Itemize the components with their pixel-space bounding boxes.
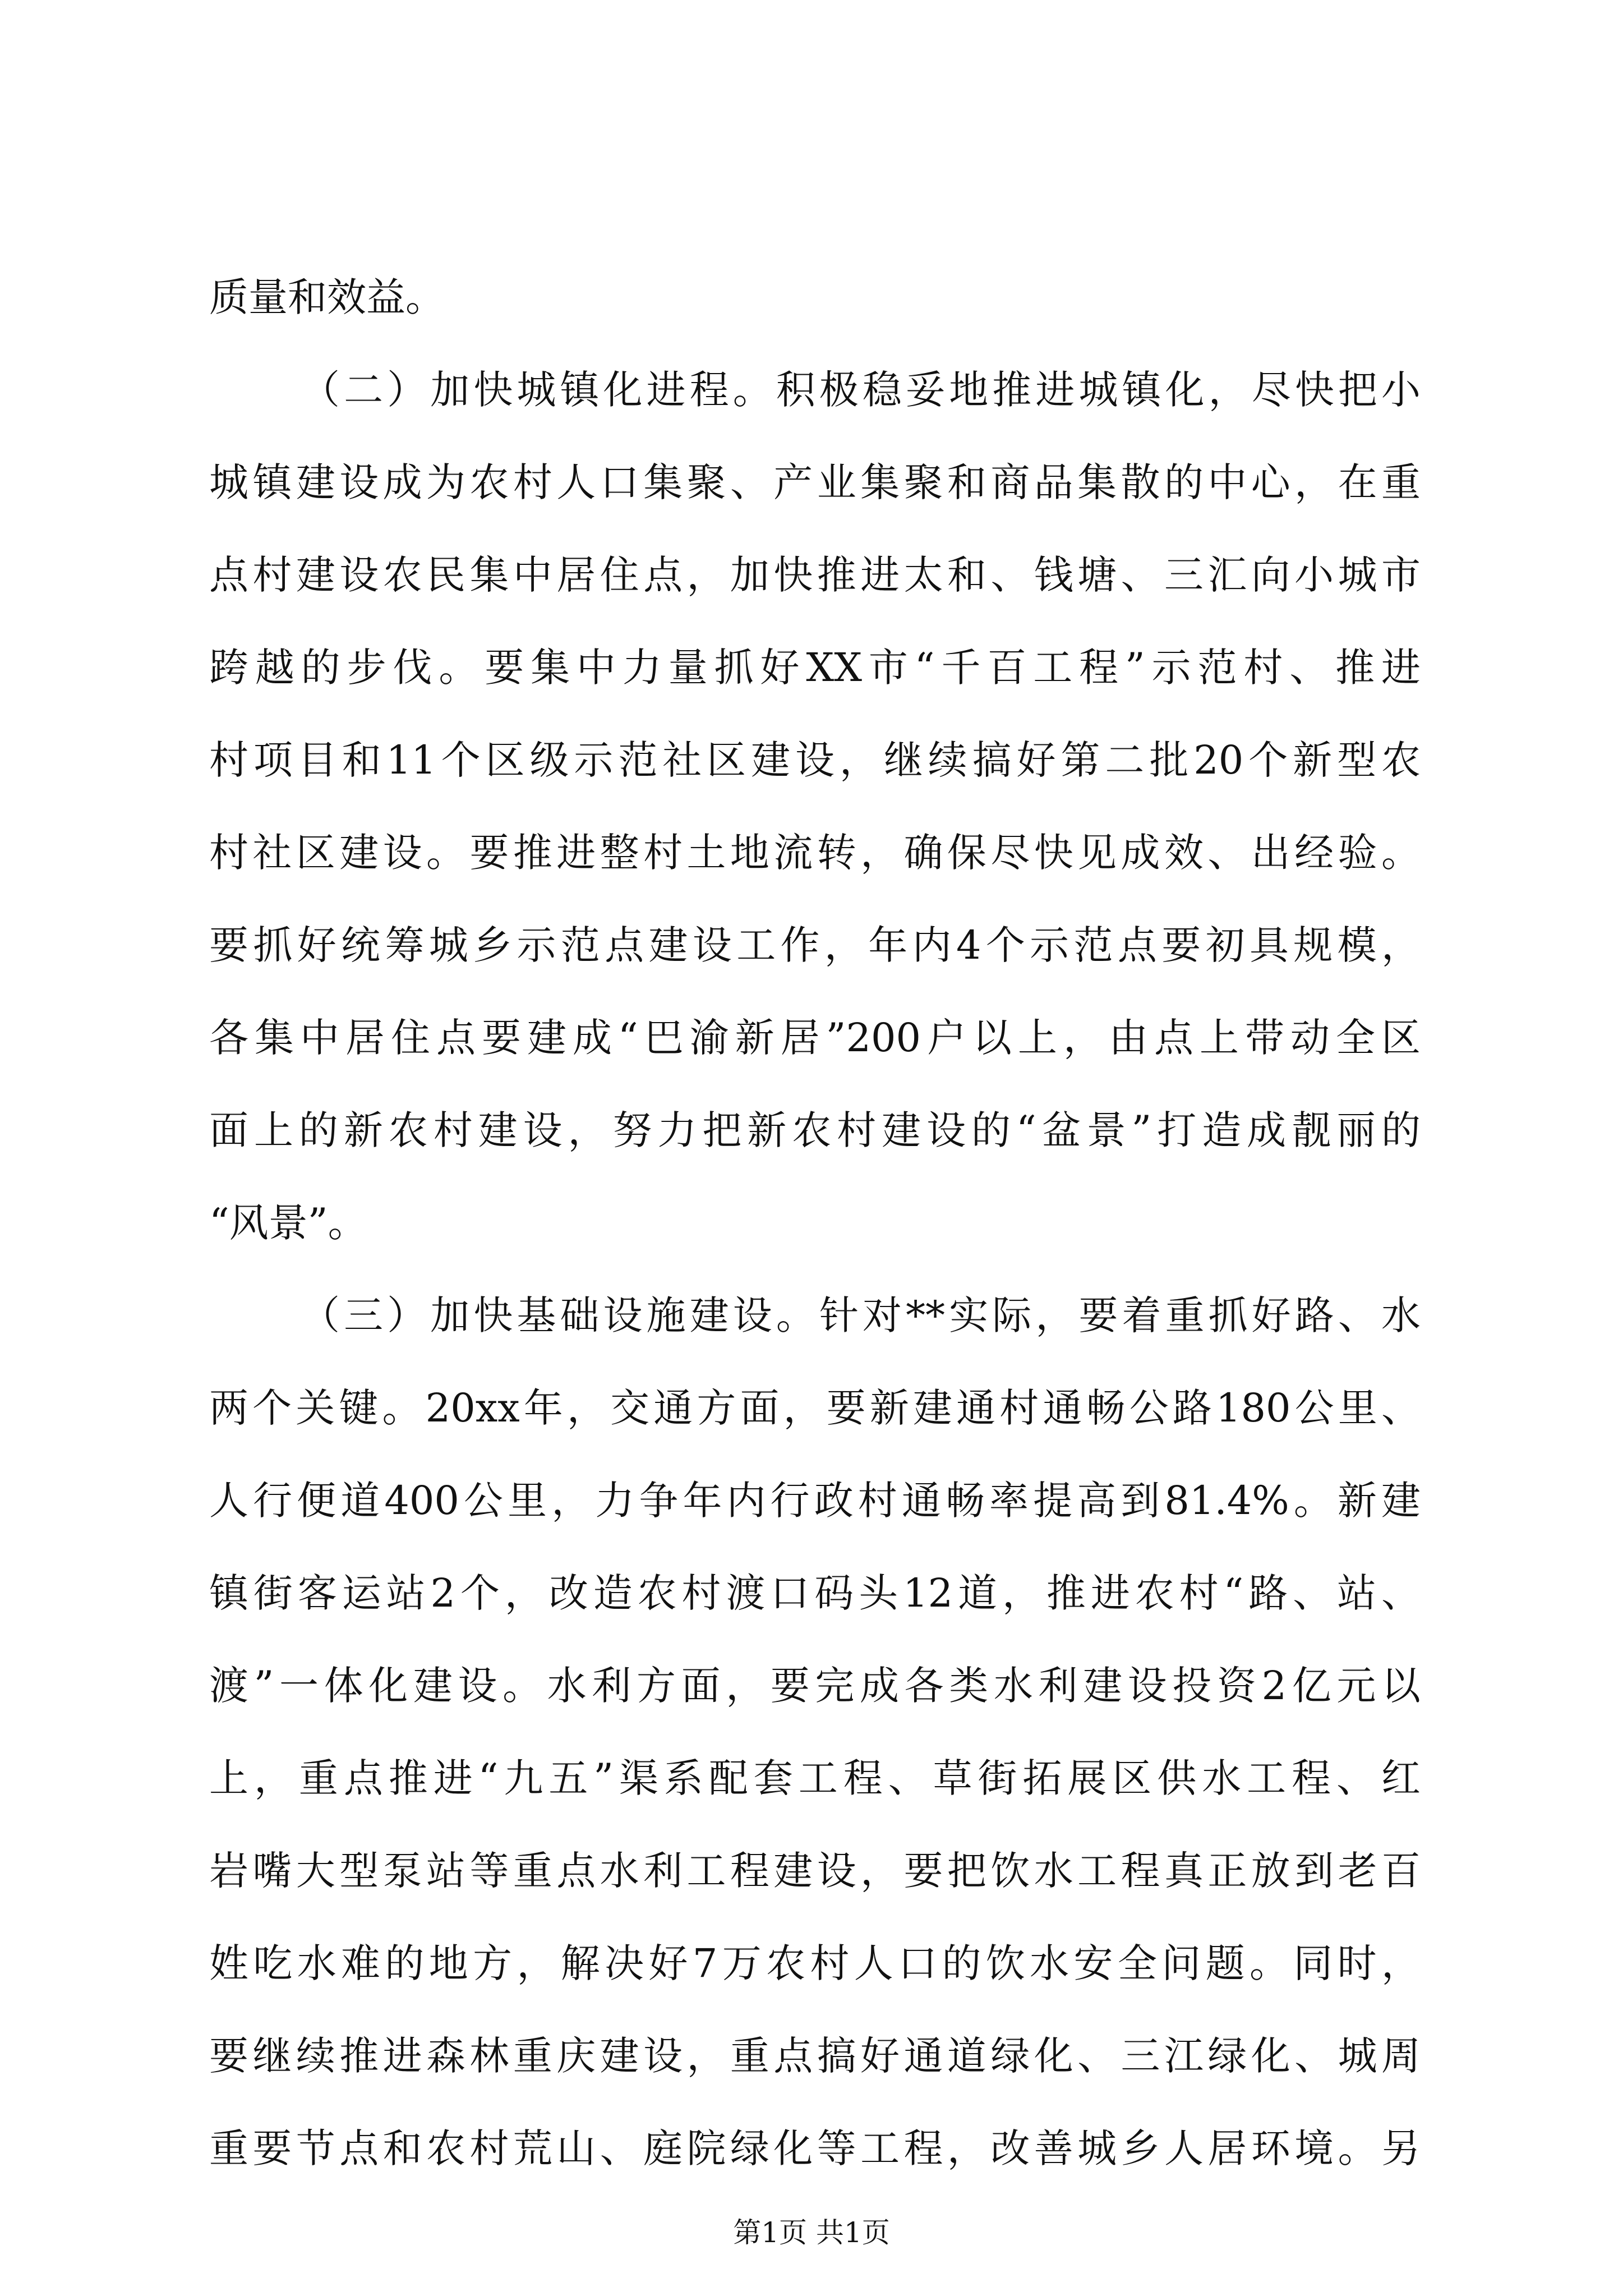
body-text-line: 村社区建设。要推进整村土地流转，确保尽快见成效、出经验。 xyxy=(209,830,1421,876)
body-text-line: 渡”一体化建设。水利方面，要完成各类水利建设投资2亿元以 xyxy=(209,1663,1421,1709)
page-footer: 第1页 共1页 xyxy=(733,2216,890,2249)
paragraph-heading-line: （三）加快基础设施建设。针对**实际，要着重抓好路、水 xyxy=(301,1292,1421,1338)
body-text-line: 姓吃水难的地方，解决好7万农村人口的饮水安全问题。同时， xyxy=(209,1940,1421,1986)
body-text-line: 要继续推进森林重庆建设，重点搞好通道绿化、三江绿化、城周 xyxy=(209,2033,1421,2079)
body-text-line: 岩嘴大型泵站等重点水利工程建设，要把饮水工程真正放到老百 xyxy=(209,1848,1421,1894)
body-text-line: 重要节点和农村荒山、庭院绿化等工程，改善城乡人居环境。另 xyxy=(209,2125,1421,2171)
body-text-line: 质量和效益。 xyxy=(209,274,445,320)
body-text-line: “风景”。 xyxy=(209,1200,367,1246)
body-text-line: 面上的新农村建设，努力把新农村建设的“盆景”打造成靓丽的 xyxy=(209,1107,1421,1153)
body-text-line: 点村建设农民集中居住点，加快推进太和、钱塘、三汇向小城市 xyxy=(209,552,1421,598)
body-text-line: 人行便道400公里，力争年内行政村通畅率提高到81.4%。新建 xyxy=(209,1478,1421,1524)
body-text-line: 跨越的步伐。要集中力量抓好XX市“千百工程”示范村、推进 xyxy=(209,645,1421,691)
body-text-line: 城镇建设成为农村人口集聚、产业集聚和商品集散的中心，在重 xyxy=(209,459,1421,505)
body-text-line: 两个关键。20xx年，交通方面，要新建通村通畅公路180公里、 xyxy=(209,1385,1421,1431)
body-text-line: 村项目和11个区级示范社区建设，继续搞好第二批20个新型农 xyxy=(209,737,1421,783)
body-text-line: 各集中居住点要建成“巴渝新居”200户以上，由点上带动全区 xyxy=(209,1015,1421,1061)
body-text-line: 要抓好统筹城乡示范点建设工作，年内4个示范点要初具规模， xyxy=(209,922,1421,968)
paragraph-heading-line: （二）加快城镇化进程。积极稳妥地推进城镇化，尽快把小 xyxy=(301,367,1421,413)
body-text-line: 镇街客运站2个，改造农村渡口码头12道，推进农村“路、站、 xyxy=(209,1570,1421,1616)
body-text-line: 上，重点推进“九五”渠系配套工程、草街拓展区供水工程、红 xyxy=(209,1755,1421,1801)
